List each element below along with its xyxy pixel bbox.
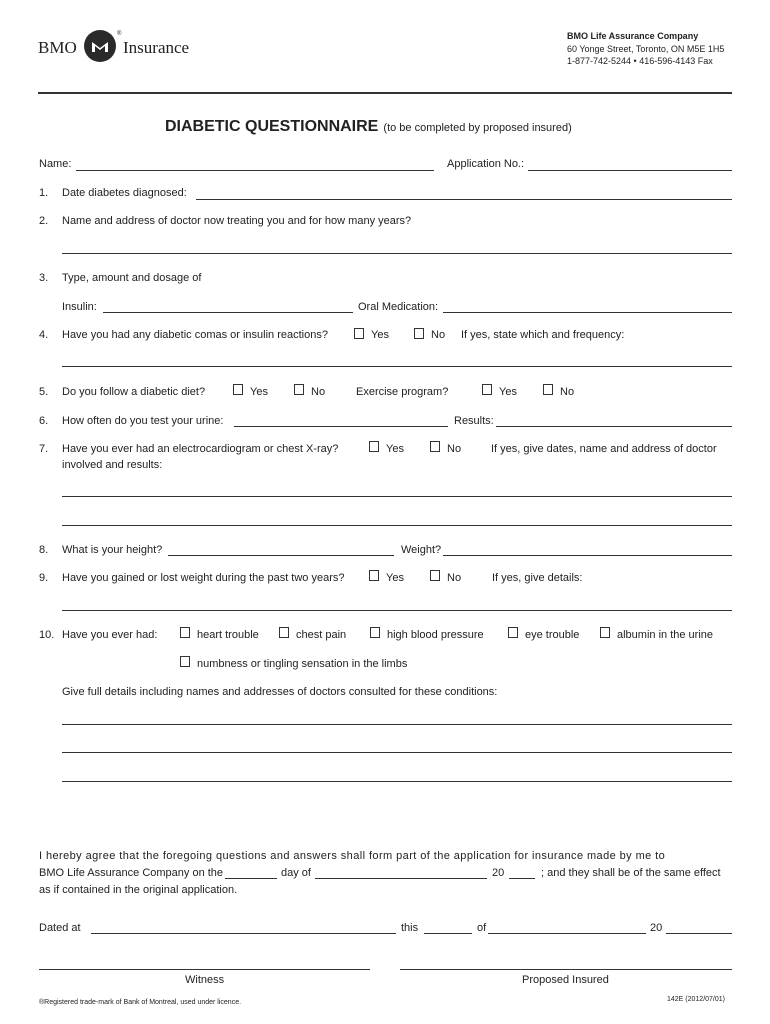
q7-yes-checkbox[interactable]: [369, 441, 379, 452]
agreement-line-3: as if contained in the original application.: [39, 884, 238, 896]
q9-yes-checkbox[interactable]: [369, 570, 379, 581]
form-code: 142E (2012/07/01): [667, 996, 725, 1003]
dated-at-label: Dated at: [39, 922, 81, 934]
chest-pain-checkbox[interactable]: [279, 627, 289, 638]
twenty-label: 20: [650, 922, 663, 934]
year-field[interactable]: [509, 878, 535, 879]
eye-trouble-checkbox[interactable]: [508, 627, 518, 638]
q5-yes-checkbox[interactable]: [233, 384, 243, 395]
q2-num: 2.: [39, 215, 49, 227]
roundel-icon: [84, 30, 116, 62]
eye-trouble-label: eye trouble: [525, 629, 580, 641]
agreement-line-2b: day of: [281, 867, 311, 879]
q10-num: 10.: [39, 629, 55, 641]
dated-at-field[interactable]: [91, 933, 396, 934]
q6-num: 6.: [39, 415, 49, 427]
q4-text: Have you had any diabetic comas or insulin reactions?: [62, 329, 328, 341]
insulin-label: Insulin:: [62, 301, 97, 313]
form-subtitle: (to be completed by proposed insured): [383, 122, 572, 134]
q4-no-checkbox[interactable]: [414, 328, 424, 339]
numbness-label: numbness or tingling sensation in the limbs: [197, 658, 408, 670]
exercise-label: Exercise program?: [356, 386, 449, 398]
oral-medication-field[interactable]: [443, 312, 732, 313]
q9-followup: If yes, give details:: [492, 572, 583, 584]
q3-num: 3.: [39, 272, 49, 284]
q5-no-label: No: [311, 386, 326, 398]
q7-text: Have you ever had an electrocardiogram or chest X-ray?: [62, 443, 339, 455]
q5-yes-label: Yes: [250, 386, 268, 398]
agreement-line-2c: 20: [492, 867, 505, 879]
q4-yes-label: Yes: [371, 329, 389, 341]
company-phone: 1-877-742-5244 • 416-596-4143 Fax: [567, 56, 713, 66]
results-field[interactable]: [496, 426, 732, 427]
q9-field[interactable]: [62, 610, 732, 611]
q3-text: Type, amount and dosage of: [62, 272, 202, 284]
q4-followup: If yes, state which and frequency:: [461, 329, 625, 341]
day-field[interactable]: [225, 878, 277, 879]
q7-field-2[interactable]: [62, 525, 732, 526]
agreement-line-2d: ; and they shall be of the same effect: [541, 867, 721, 879]
albumin-checkbox[interactable]: [600, 627, 610, 638]
heart-trouble-checkbox[interactable]: [180, 627, 190, 638]
q10-details-text: Give full details including names and addresses of doctors consulted for these conditions:: [62, 686, 498, 698]
q4-no-label: No: [431, 329, 446, 341]
app-no-label: Application No.:: [447, 158, 525, 170]
q10-field-2[interactable]: [62, 752, 732, 753]
numbness-checkbox[interactable]: [180, 656, 190, 667]
q2-text: Name and address of doctor now treating you and for how many years?: [62, 215, 412, 227]
agreement-line-2a: BMO Life Assurance Company on the: [39, 867, 224, 879]
q10-text: Have you ever had:: [62, 629, 158, 641]
registered-mark: ®: [117, 31, 122, 37]
insured-signature-line[interactable]: [400, 969, 732, 970]
name-label: Name:: [39, 158, 72, 170]
agreement-line-1: I hereby agree that the foregoing questions and answers shall form part of the application for insurance made by me to: [39, 850, 666, 862]
q7-field-1[interactable]: [62, 496, 732, 497]
exercise-yes-checkbox[interactable]: [482, 384, 492, 395]
app-no-field[interactable]: [528, 170, 732, 171]
q9-text: Have you gained or lost weight during the past two years?: [62, 572, 345, 584]
heart-trouble-label: heart trouble: [197, 629, 259, 641]
high-blood-pressure-label: high blood pressure: [387, 629, 484, 641]
q5-text: Do you follow a diabetic diet?: [62, 386, 206, 398]
q7-text-2: involved and results:: [62, 459, 163, 471]
witness-signature-line[interactable]: [39, 969, 370, 970]
q6-text: How often do you test your urine:: [62, 415, 224, 427]
q7-no-checkbox[interactable]: [430, 441, 440, 452]
of-label: of: [477, 922, 487, 934]
of-field[interactable]: [488, 933, 646, 934]
q9-no-checkbox[interactable]: [430, 570, 440, 581]
header-divider: [38, 92, 732, 94]
brand-insurance: Insurance: [123, 38, 190, 57]
q8-text: What is your height?: [62, 544, 163, 556]
weight-label: Weight?: [401, 544, 442, 556]
q6-field[interactable]: [234, 426, 448, 427]
company-block: [567, 30, 724, 68]
q10-field-1[interactable]: [62, 724, 732, 725]
exercise-yes-label: Yes: [499, 386, 517, 398]
dated-year-field[interactable]: [666, 933, 732, 934]
q10-field-3[interactable]: [62, 781, 732, 782]
weight-field[interactable]: [443, 555, 732, 556]
form-title: DIABETIC QUESTIONNAIRE: [165, 118, 379, 135]
oral-medication-label: Oral Medication:: [358, 301, 439, 313]
insulin-field[interactable]: [103, 312, 353, 313]
q1-text: Date diabetes diagnosed:: [62, 187, 187, 199]
results-label: Results:: [454, 415, 494, 427]
brand-bmo: BMO: [38, 38, 77, 57]
q4-field[interactable]: [62, 366, 732, 367]
q7-no-label: No: [447, 443, 462, 455]
q8-num: 8.: [39, 544, 49, 556]
q7-num: 7.: [39, 443, 49, 455]
q5-no-checkbox[interactable]: [294, 384, 304, 395]
witness-label: Witness: [185, 974, 225, 986]
q2-field[interactable]: [62, 253, 732, 254]
this-label: this: [401, 922, 419, 934]
high-blood-pressure-checkbox[interactable]: [370, 627, 380, 638]
q9-yes-label: Yes: [386, 572, 404, 584]
albumin-label: albumin in the urine: [617, 629, 714, 641]
month-field[interactable]: [315, 878, 487, 879]
exercise-no-checkbox[interactable]: [543, 384, 553, 395]
company-name: BMO Life Assurance Company: [567, 31, 699, 41]
q4-num: 4.: [39, 329, 49, 341]
height-field[interactable]: [168, 555, 394, 556]
q5-num: 5.: [39, 386, 49, 398]
q9-no-label: No: [447, 572, 462, 584]
form-title-row: [165, 118, 572, 136]
q7-yes-label: Yes: [386, 443, 404, 455]
this-field[interactable]: [424, 933, 472, 934]
q4-yes-checkbox[interactable]: [354, 328, 364, 339]
q1-num: 1.: [39, 187, 49, 199]
q1-field[interactable]: [196, 199, 732, 200]
trademark-note: ®Registered trade-mark of Bank of Montreal, used under licence.: [39, 999, 242, 1006]
company-address: 60 Yonge Street, Toronto, ON M5E 1H5: [567, 43, 725, 54]
name-field[interactable]: [76, 170, 434, 171]
exercise-no-label: No: [560, 386, 575, 398]
chest-pain-label: chest pain: [296, 629, 347, 641]
q9-num: 9.: [39, 572, 49, 584]
proposed-insured-label: Proposed Insured: [522, 974, 609, 986]
q7-followup: If yes, give dates, name and address of doctor: [491, 443, 717, 455]
